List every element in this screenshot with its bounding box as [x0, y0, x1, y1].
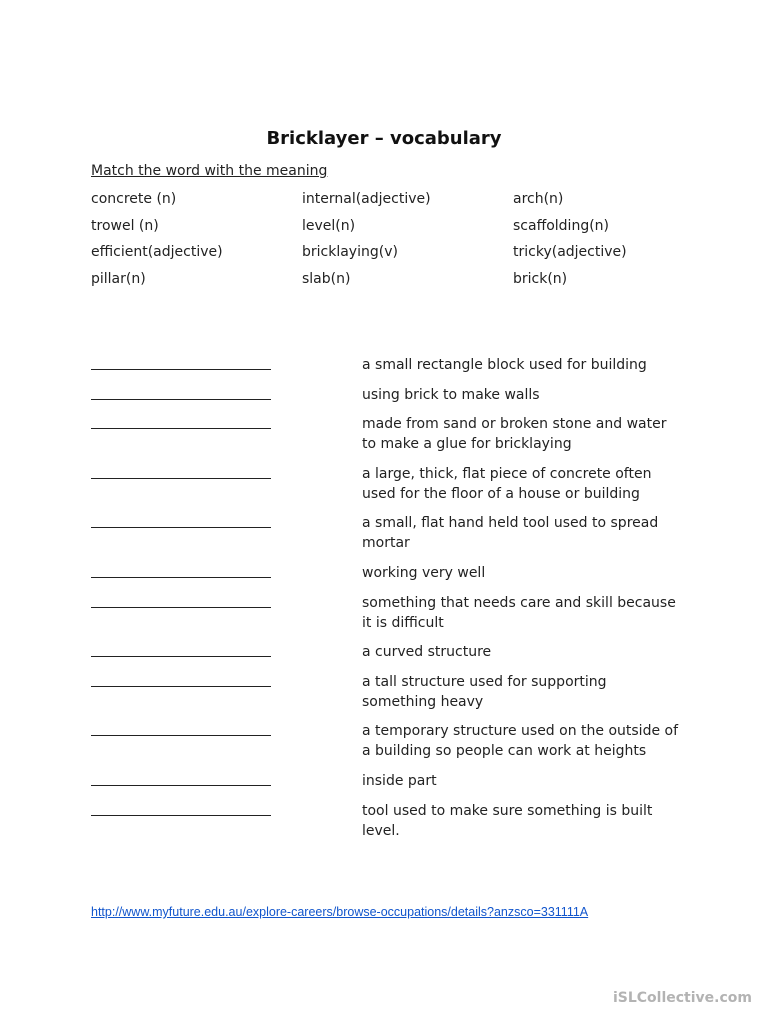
match-row [91, 593, 691, 633]
match-row [91, 801, 691, 841]
match-row [91, 355, 691, 375]
meaning-text: using brick to make walls [362, 386, 540, 403]
answer-blank[interactable] [91, 355, 271, 370]
meaning-text: a small, flat hand held tool used to spread mortar [362, 515, 659, 552]
match-row [91, 414, 691, 454]
meaning-text: something that needs care and skill because it is difficult [362, 594, 676, 631]
word-bank-item: pillar(n) [91, 271, 146, 288]
word-bank-item: tricky(adjective) [513, 244, 627, 261]
answer-blank[interactable] [91, 771, 271, 786]
answer-blank[interactable] [91, 672, 271, 687]
meaning-text: a temporary structure used on the outside of a building so people can work at heights [362, 723, 679, 760]
answer-blank[interactable] [91, 642, 271, 657]
word-bank-item: internal(adjective) [302, 191, 431, 207]
match-row [91, 385, 691, 405]
meaning-text: working very well [362, 564, 486, 581]
answer-blank[interactable] [91, 721, 271, 736]
match-row [91, 513, 691, 553]
meaning-text: tool used to make sure something is built level. [362, 802, 653, 839]
answer-blank[interactable] [91, 801, 271, 816]
answer-blank[interactable] [91, 593, 271, 608]
meaning-text: a large, thick, flat piece of concrete often used for the floor of a house or building [362, 465, 652, 502]
page-title: Bricklayer – vocabulary [266, 128, 502, 149]
word-bank-item: scaffolding(n) [513, 217, 610, 234]
source-link[interactable]: http://www.myfuture.edu.au/explore-careers/browse-occupations/details?anzsco=331111A [91, 905, 589, 919]
answer-blank[interactable] [91, 513, 271, 528]
word-bank-item: level(n) [302, 217, 356, 234]
match-row [91, 464, 691, 504]
meaning-text: a curved structure [362, 644, 492, 661]
meaning-text: a tall structure used for supporting something heavy [362, 673, 607, 710]
match-row [91, 721, 691, 761]
meaning-text: inside part [362, 772, 437, 789]
match-list [91, 355, 691, 850]
word-bank-item: concrete (n) [91, 191, 177, 207]
answer-blank[interactable] [91, 385, 271, 400]
match-row [91, 672, 691, 712]
instruction-text: Match the word with the meaning [91, 163, 328, 179]
word-bank-item: slab(n) [302, 271, 351, 288]
meaning-text: made from sand or broken stone and water to make a glue for bricklaying [362, 416, 667, 453]
meaning-text: a small rectangle block used for building [362, 357, 647, 373]
answer-blank[interactable] [91, 414, 271, 429]
match-row [91, 563, 691, 583]
answer-blank[interactable] [91, 464, 271, 479]
word-bank-item: arch(n) [513, 191, 564, 207]
answer-blank[interactable] [91, 563, 271, 578]
word-bank-item: efficient(adjective) [91, 244, 223, 261]
word-bank [91, 191, 691, 298]
word-bank-item: trowel (n) [91, 217, 159, 234]
match-row [91, 642, 691, 662]
word-bank-item: bricklaying(v) [302, 244, 398, 261]
watermark-logo: iSLCollective.com [612, 990, 752, 1006]
match-row [91, 771, 691, 791]
word-bank-item: brick(n) [513, 271, 568, 288]
